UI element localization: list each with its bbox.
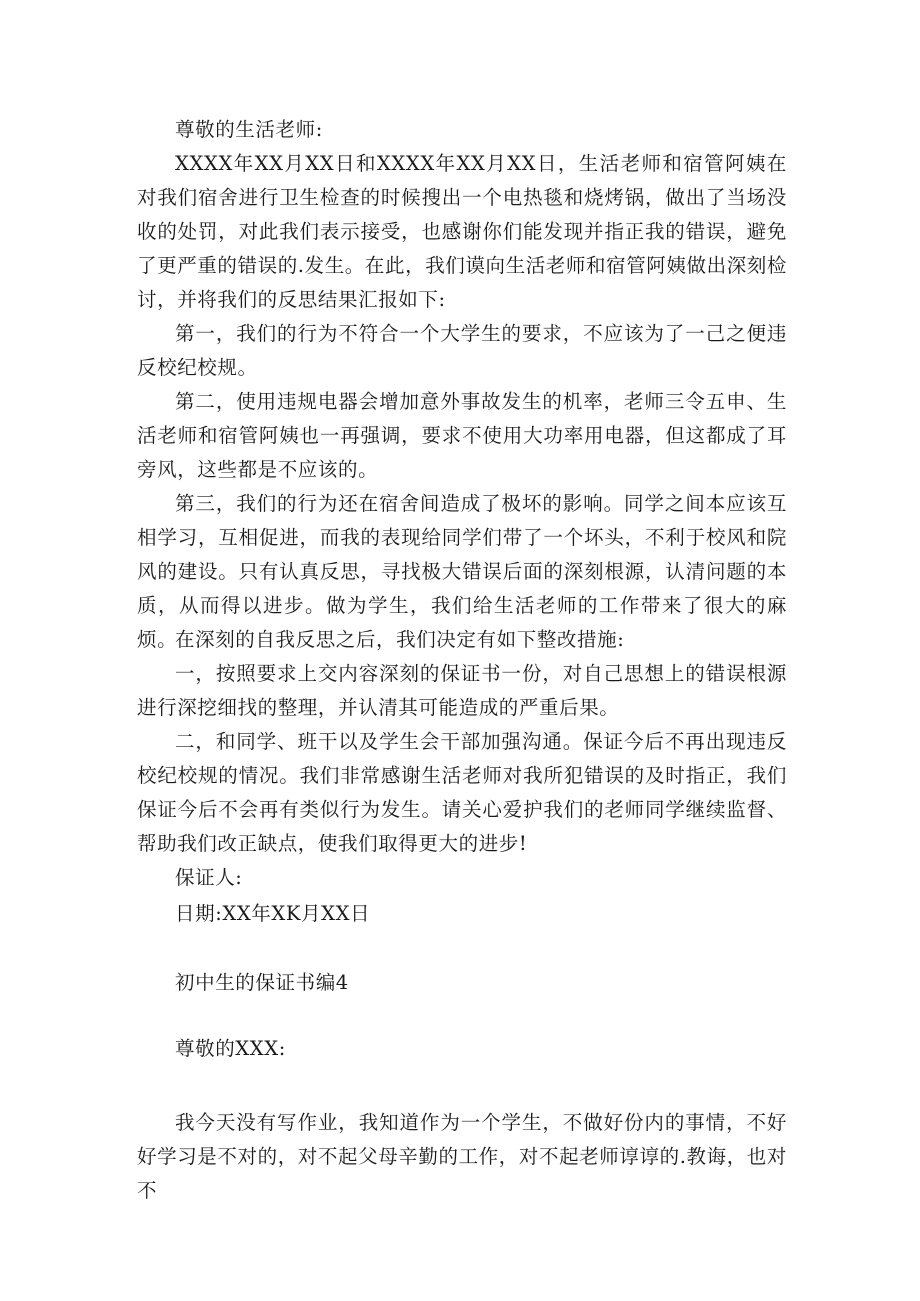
section-heading: 初中生的保证书编4 [175,971,349,994]
date-line: 日期:XX年XK月XX日 [175,902,371,925]
paragraph-point-3: 第三，我们的行为还在宿舍间造成了极坏的影响。同学之间本应该互相学习，互相促进，而我的表现给同学们带了一个坏头，不利于校风和院风的建设。只有认真反思，寻找极大错误后面的深刻根源，认清问题的本质，从而得以进步。做为学生，我们给生活老师的工作带来了很大的麻烦。 [137,492,787,651]
salutation-1: 尊敬的生活老师: [175,118,323,141]
paragraph-measures-intro: 在深刻的自我反思之后，我们决定有如下整改措施: [175,628,625,651]
paragraph-measure-2: 二，和同学、班干以及学生会干部加强沟通。保证今后不再出现违反校纪校规的情况。我们非常感谢生活老师对我所犯错误的及时指正，我们保证今后不会再有类似行为发生。请关心爱护我们的老师同学继续监督、帮助我们改正缺点，使我们取得更大的进步! [137,730,787,855]
salutation-2: 尊敬的XXX: [175,1037,286,1060]
paragraph-point-1: 第一，我们的行为不符合一个大学生的要求，不应该为了一己之便违反校纪校规。 [137,322,787,379]
paragraph-measure-1: 一，按照要求上交内容深刻的保证书一份，对自己思想上的错误根源进行深挖细找的整理，并认清其可能造成的严重后果。 [137,662,787,719]
guarantor-label: 保证人: [175,866,243,889]
paragraph-point-2: 第二，使用违规电器会增加意外事故发生的机率，老师三令五申、生活老师和宿管阿姨也一再强调，要求不使用大功率用电器，但这都成了耳旁风，这些都是不应该的。 [137,390,787,481]
paragraph-homework: 我今天没有写作业，我知道作为一个学生，不做好份内的事情，不好好学习是不对的，对不起父母辛勤的工作，对不起老师谆谆的.教诲，也对不 [137,1111,787,1202]
paragraph-incident: XXXX年XX月XX日和XXXX年XX月XX日，生活老师和宿管阿姨在对我们宿舍进行卫生检查的时候搜出一个电热毯和烧烤锅，做出了当场没收的处罚，对此我们表示接受，也感谢你们能发现并指正我的错误，避免了更严重的错误的.发生。在此，我们谟向生活老师和宿管阿姨做出深刻检讨，并将我们的反思结果汇报如下: [137,152,787,311]
